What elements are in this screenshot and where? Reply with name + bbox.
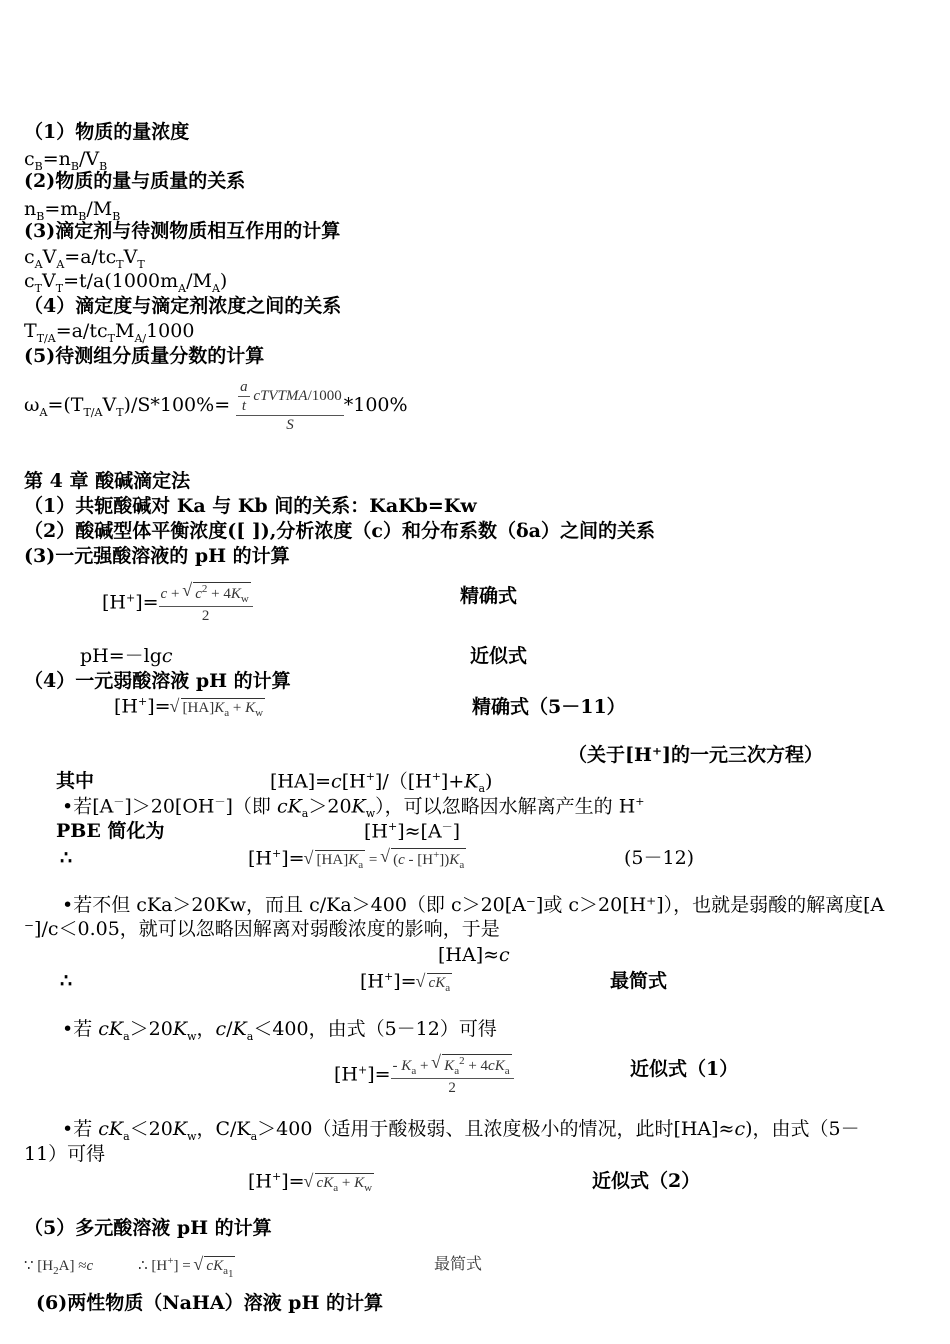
formula-approx1: [H+]= $\frac{- K_a + √ K_a^2 + 4cK_a}{2}$: [334, 1054, 514, 1097]
heading-amount-concentration: （1）物质的量浓度: [24, 121, 190, 143]
formula-weak-acid-exact: [H+]=√ $[HA]K_a + K_w$: [114, 695, 265, 721]
heading-titrant-interaction: (3)滴定剂与待测物质相互作用的计算: [24, 220, 341, 242]
label-where: 其中: [56, 770, 95, 792]
point-strong-acid: (3)一元强酸溶液的 pH 的计算: [24, 545, 290, 567]
formula-pbe: [H+]≈[A－]: [364, 820, 461, 843]
formula-512: [H+]=√ $[HA]K_a$ = √ $(c - [H^+])K_a$: [248, 847, 466, 873]
label-approx1: 近似式（1）: [630, 1058, 739, 1080]
formula-polyprotic: ∵ $[H_2A] \approx c$ ∴ [H+] = √ $cK_{a_1}$: [24, 1255, 235, 1281]
bullet-approx2-a: •若 $cK_a<20K_w$，$C/K_a>400$（适用于酸极弱、且浓度极小的情况，此时[HA]≈c)，由式（5－: [62, 1118, 860, 1143]
formula-cb: $c_B=n_B/V_B$: [24, 148, 108, 173]
label-approx: 近似式: [470, 645, 528, 667]
point-ka-kb: （1）共轭酸碱对 Ka 与 Kb 间的关系：KaKb=Kw: [24, 495, 477, 517]
therefore-1: ∴: [60, 847, 73, 869]
formula-nb: $n_B=m_B/M_B$: [24, 198, 121, 223]
label-approx2: 近似式（2）: [592, 1170, 701, 1192]
label-512: (5－12): [624, 847, 695, 869]
formula-ha-approx: [HA]≈c: [438, 944, 510, 966]
point-distribution: （2）酸碱型体平衡浓度([ ]),分析浓度（c）和分布系数（δa）之间的关系: [24, 520, 655, 542]
omega-fraction: $\frac{a}{t}$ cTVTMA/1000 S: [236, 378, 344, 434]
heading-mass-fraction: (5)待测组分质量分数的计算: [24, 345, 265, 367]
formula-ha: $[HA]=c[H^+]/([H^+]+K_a)$: [270, 770, 493, 796]
formula-strong-acid-exact: [H+]= $\frac{c + √ c^2 + 4K_w}{2}$: [102, 582, 253, 625]
therefore-2: ∴: [60, 970, 73, 992]
label-exact-511: 精确式（5－11）: [472, 696, 626, 718]
label-exact: 精确式: [460, 585, 518, 607]
formula-omega: $\omega_A=(T_{T/A}V_T)/S*100\%=$ $\frac{a}{t}$ cTVTMA/1000 S *100%: [24, 379, 408, 433]
bullet-ignore-dissociation-b: ⁻]/c＜0.05，就可以忽略因解离对弱酸浓度的影响，于是: [24, 918, 500, 940]
bullet-ignore-water: •若[A－]＞20[OH－]（即 $cK_a>20K_w$），可以忽略因水解离产生的 H+: [62, 795, 645, 821]
chapter-title: 第 4 章 酸碱滴定法: [24, 470, 191, 492]
formula-strong-acid-approx: pH=－lgc: [80, 645, 173, 667]
formula-cava: $c_AV_A=a/tc_TV_T$: [24, 246, 145, 271]
heading-amount-mass: (2)物质的量与质量的关系: [24, 170, 246, 192]
formula-approx2: [H+]=√ $cK_a + K_w$: [248, 1170, 374, 1196]
heading-titer-concentration: （4）滴定度与滴定剂浓度之间的关系: [24, 295, 342, 317]
bullet-approx1: •若 $cK_a>20K_w$，$c/K_a<400$，由式（5－12）可得: [62, 1018, 497, 1043]
note-cubic: （关于[H⁺]的一元三次方程）: [568, 744, 823, 766]
formula-simplest: [H+]=√ $cK_a$: [360, 970, 452, 996]
formula-titer: $T_{T/A}=a/tc_TM_{A/}1000$: [24, 320, 195, 345]
label-simplest: 最简式: [610, 970, 668, 992]
bullet-approx2-b: 11）可得: [24, 1143, 106, 1165]
point-weak-acid: （4）一元弱酸溶液 pH 的计算: [24, 670, 291, 692]
label-pbe: PBE 简化为: [56, 820, 165, 842]
point-polyprotic: （5）多元酸溶液 pH 的计算: [24, 1217, 272, 1239]
label-simplest-img: 最简式: [434, 1256, 483, 1273]
point-amphoteric: (6)两性物质（NaHA）溶液 pH 的计算: [36, 1292, 384, 1314]
bullet-ignore-dissociation-a: •若不但 cKa＞20Kw，而且 c/Ka＞400（即 c＞20[A⁻]或 c＞20[H⁺]），也就是弱酸的解离度[A: [62, 894, 885, 916]
formula-ctvt: $c_TV_T=t/a(1000m_A/M_A)$: [24, 270, 228, 295]
